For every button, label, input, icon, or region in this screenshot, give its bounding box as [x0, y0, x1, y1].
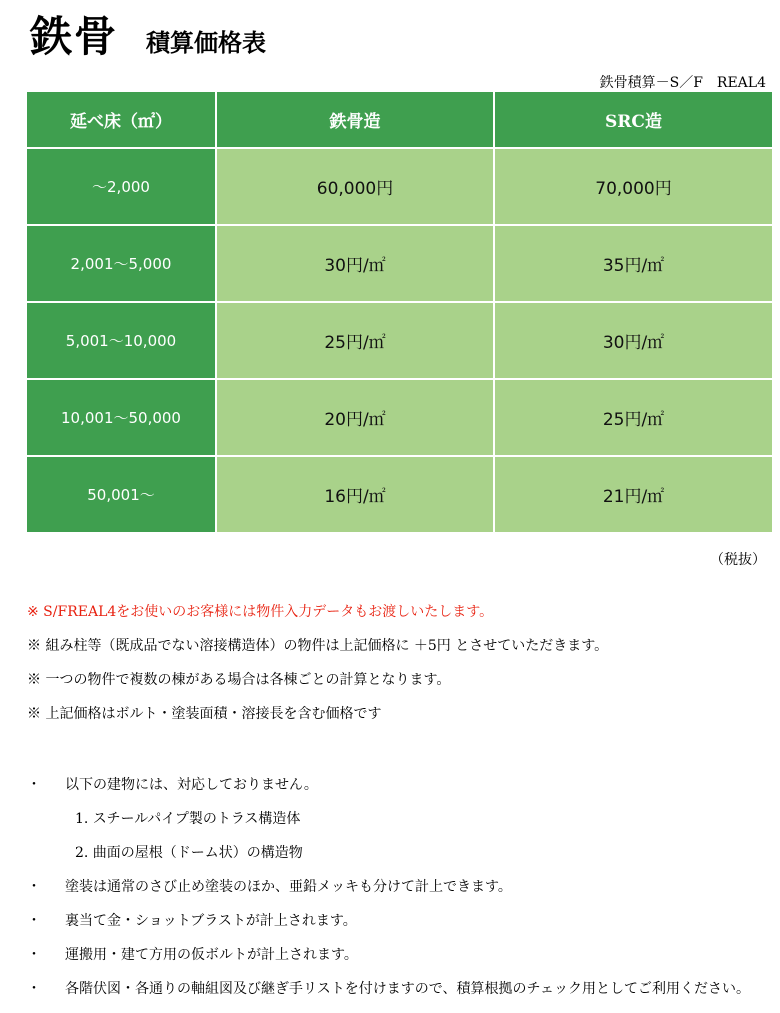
page-subtitle: 積算価格表 — [146, 28, 267, 57]
list-item-text: 塗装は通常のさび止め塗装のほか、亜鉛メッキも分けて計上できます。 — [65, 879, 512, 895]
floor-area-range: 5,001～10,000 — [26, 302, 216, 379]
bullet-marker: ・ — [27, 913, 41, 929]
page-header — [30, 4, 266, 64]
bullet-marker: ・ — [27, 879, 41, 895]
column-header-floor-area: 延べ床（㎡） — [26, 91, 216, 148]
list-item — [27, 877, 777, 911]
bullet-marker: ・ — [27, 981, 41, 997]
steel-price: 60,000円 — [216, 148, 494, 225]
column-header-src: SRC造 — [494, 91, 773, 148]
list-item — [27, 979, 777, 1013]
src-price: 70,000円 — [494, 148, 773, 225]
steel-price: 25円/㎡ — [216, 302, 494, 379]
src-price: 25円/㎡ — [494, 379, 773, 456]
tax-note: （税抜） — [710, 552, 766, 568]
bullet-list — [27, 775, 777, 1013]
table-row — [26, 225, 773, 302]
notes-section — [27, 602, 772, 738]
steel-price: 16円/㎡ — [216, 456, 494, 533]
note-item: ※ 組み柱等（既成品でない溶接構造体）の物件は上記価格に ＋5円 とさせていただきます。 — [27, 638, 609, 654]
reference-label: 鉄骨積算－S／F REAL4 — [599, 75, 766, 91]
src-price: 35円/㎡ — [494, 225, 773, 302]
note-item: ※ 一つの物件で複数の棟がある場合は各棟ごとの計算となります。 — [27, 672, 451, 688]
page-title: 鉄骨 — [30, 12, 119, 61]
list-item — [27, 775, 777, 809]
floor-area-range: ～2,000 — [26, 148, 216, 225]
note-item: ※ 上記価格はボルト・塗装面積・溶接長を含む価格です — [27, 706, 382, 722]
list-item — [27, 945, 777, 979]
list-item-text: 各階伏図・各通りの軸組図及び継ぎ手リストを付けますので、積算根拠のチェック用としてご利用ください。 — [65, 981, 751, 997]
floor-area-range: 10,001～50,000 — [26, 379, 216, 456]
floor-area-range: 50,001～ — [26, 456, 216, 533]
price-table — [25, 90, 774, 534]
column-header-steel: 鉄骨造 — [216, 91, 494, 148]
sub-list-item: 1. スチールパイプ製のトラス構造体 — [75, 811, 301, 827]
list-item — [27, 911, 777, 945]
table-row — [26, 379, 773, 456]
table-header-row — [26, 91, 773, 148]
list-item-text: 以下の建物には、対応しておりません。 — [65, 777, 318, 793]
table-row — [26, 456, 773, 533]
src-price: 21円/㎡ — [494, 456, 773, 533]
table-row — [26, 302, 773, 379]
list-item-text: 裏当て金・ショットブラストが計上されます。 — [65, 913, 357, 929]
steel-price: 20円/㎡ — [216, 379, 494, 456]
list-item-text: 運搬用・建て方用の仮ボルトが計上されます。 — [65, 947, 358, 963]
bullet-marker: ・ — [27, 947, 41, 963]
steel-price: 30円/㎡ — [216, 225, 494, 302]
src-price: 30円/㎡ — [494, 302, 773, 379]
sub-list-item: 2. 曲面の屋根（ドーム状）の構造物 — [75, 845, 303, 861]
note-item: ※ S/FREAL4をお使いのお客様には物件入力データもお渡しいたします。 — [27, 604, 494, 620]
table-row — [26, 148, 773, 225]
floor-area-range: 2,001～5,000 — [26, 225, 216, 302]
bullet-marker: ・ — [27, 777, 41, 793]
